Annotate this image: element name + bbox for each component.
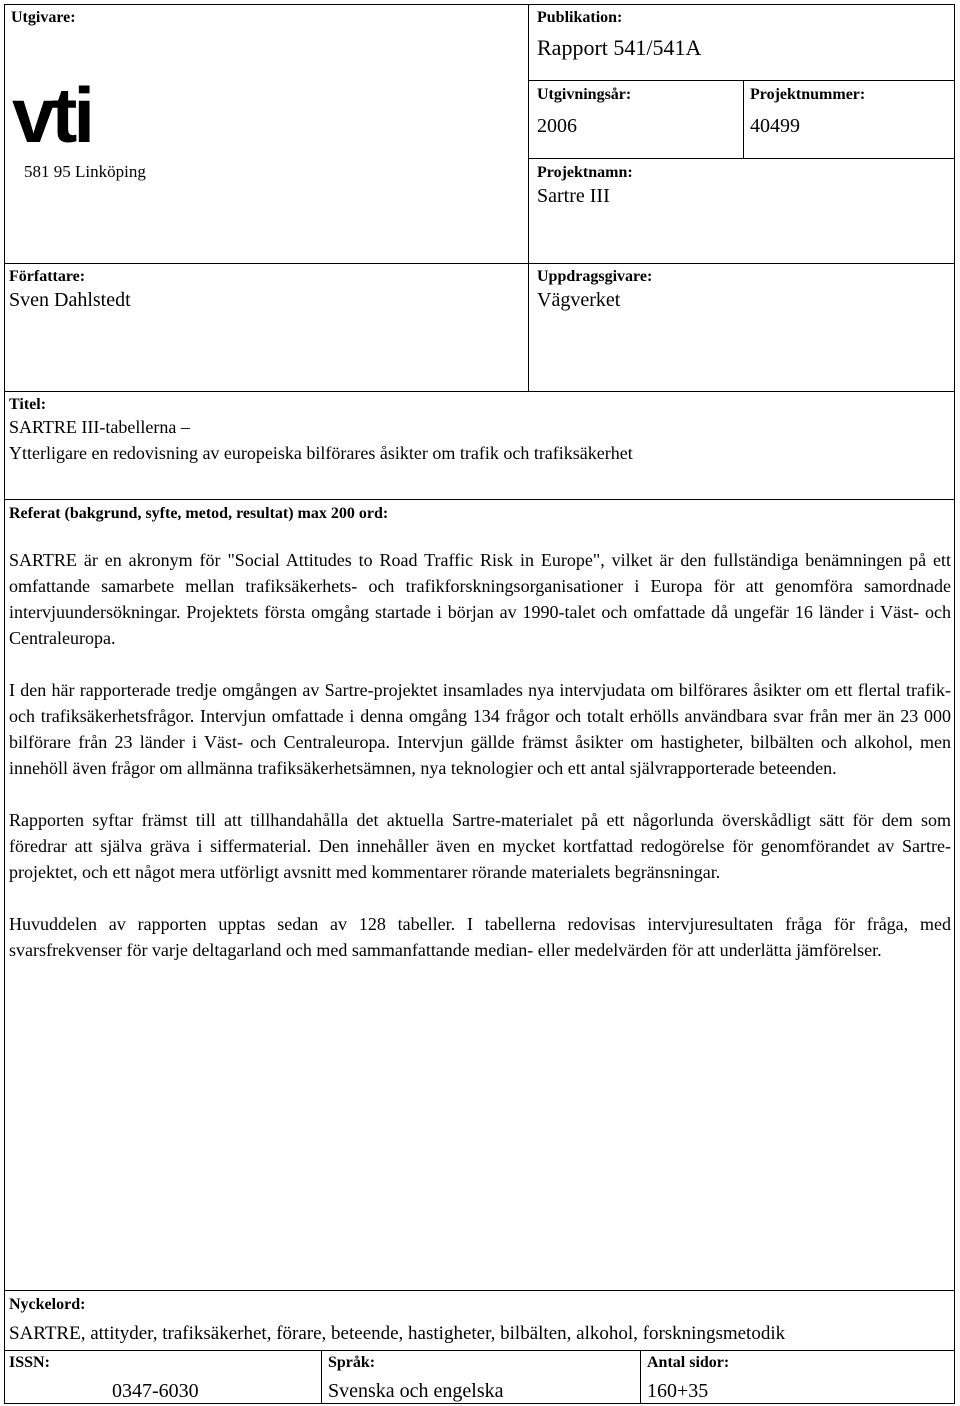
vti-logo: vti	[12, 71, 92, 159]
language-value: Svenska och engelska	[328, 1380, 504, 1402]
project-name-label: Projektnamn:	[537, 164, 633, 181]
title-line-1: SARTRE III-tabellerna –	[9, 417, 190, 437]
issn-value: 0347-6030	[112, 1380, 199, 1402]
language-label: Språk:	[328, 1354, 376, 1371]
year-label: Utgivningsår:	[537, 86, 632, 103]
divider-top-vertical	[528, 4, 529, 391]
title-line-2: Ytterligare en redovisning av europeiska bilförares åsikter om trafik och trafiksäkerhet	[9, 443, 633, 463]
project-number-label: Projektnummer:	[750, 86, 866, 103]
abstract-body	[9, 547, 951, 963]
abstract-paragraph-2: I den här rapporterade tredje omgången av Sartre-projektet insamlades nya intervjudata om bilförares åsikter om ett flertal trafik- och trafiksäkerhetsfrågor. Intervjun omfattade i denna omgång 134 frågor och totalt erhölls användbara svar från mer än 23 000 bilförare från 23 länder i Väst- och Centraleuropa. Intervjun gällde främst åsikter om hastigheter, bilbälten och alkohol, men innehöll även frågor om allmänna trafiksäkerhetsämnen, nya teknologier och ett antal självrapporterade beteenden.	[9, 680, 951, 778]
project-name-value: Sartre III	[537, 185, 610, 207]
publication-value: Rapport 541/541A	[537, 35, 702, 60]
divider-keywords	[4, 1290, 955, 1291]
abstract-paragraph-4: Huvuddelen av rapporten upptas sedan av 128 tabeller. I tabellerna redovisas intervjuresultaten fråga för fråga, med svarsfrekvenser för varje deltagarland och med sammanfattande median- eller medelvärden för att underlätta jämförelser.	[9, 914, 951, 960]
divider-language-pages	[640, 1350, 641, 1404]
keywords-value: SARTRE, attityder, trafiksäkerhet, förare, beteende, hastigheter, bilbälten, alkohol, forskningsmetodik	[9, 1323, 786, 1344]
divider-year-bottom	[528, 158, 955, 159]
issn-label: ISSN:	[9, 1354, 50, 1371]
publisher-address: 581 95 Linköping	[24, 162, 146, 181]
publication-label: Publikation:	[537, 9, 623, 26]
divider-year-project	[743, 80, 744, 158]
year-value: 2006	[537, 115, 577, 137]
divider-author	[4, 263, 955, 264]
divider-publication	[528, 80, 955, 81]
keywords-label: Nyckelord:	[9, 1296, 86, 1313]
abstract-label: Referat (bakgrund, syfte, metod, resultat) max 200 ord:	[9, 505, 389, 522]
client-label: Uppdragsgivare:	[537, 268, 653, 285]
title-label: Titel:	[9, 396, 47, 413]
publisher-label: Utgivare:	[11, 9, 76, 26]
author-value: Sven Dahlstedt	[9, 289, 131, 311]
divider-bottom-row	[4, 1350, 955, 1351]
divider-issn-language	[321, 1350, 322, 1404]
client-value: Vägverket	[537, 289, 621, 311]
pages-label: Antal sidor:	[647, 1354, 730, 1371]
project-number-value: 40499	[750, 115, 800, 137]
divider-title	[4, 391, 955, 392]
abstract-paragraph-1: SARTRE är en akronym för "Social Attitudes to Road Traffic Risk in Europe", vilket är den fullständiga benämningen på ett omfattande samarbete mellan trafiksäkerhets- och trafikforskningsorganisationer i Europa för att genomföra samordnade intervjuundersökningar. Projektets första omgång startade i början av 1990-talet och omfattade då ungefär 16 länder i Väst- och Centraleuropa.	[9, 550, 951, 648]
divider-abstract	[4, 499, 955, 500]
abstract-paragraph-3: Rapporten syftar främst till att tillhandahålla det aktuella Sartre-materialet på ett någorlunda överskådligt sätt för dem som föredrar att själva gräva i siffermaterial. Den innehåller även en mycket kortfattad redogörelse för genomförandet av Sartre-projektet, och ett något mera utförligt avsnitt med kommentarer rörande materialets begränsningar.	[9, 810, 951, 882]
author-label: Författare:	[9, 268, 86, 285]
pages-value: 160+35	[647, 1380, 709, 1402]
